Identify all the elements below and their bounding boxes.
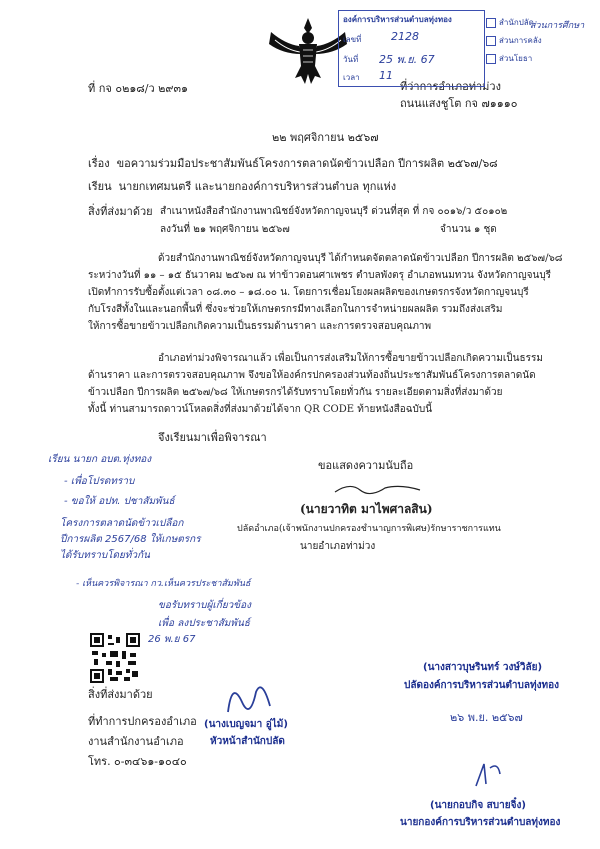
mayor-name: (นายกอบกิจ สบายจิ๋ง): [430, 800, 526, 811]
paragraph-2: [88, 350, 543, 418]
document-date: ๒๒ พฤศจิกายน ๒๕๖๗: [272, 131, 379, 144]
paragraph-1: [88, 250, 563, 335]
paragraph-1-line: ระหว่างวันที่ ๑๑ – ๑๕ ธันวาคม ๒๕๖๗ ณ ท่าข้าวดอนศาเพชร ตำบลพังตรุ อำเภอพนมทวน จังหวัดกาญจนบุรี: [88, 270, 552, 281]
footer-office: ที่ทำการปกครองอำเภอ: [88, 715, 197, 728]
receive-stamp-org: องค์การบริหารส่วนตำบลทุ่งทอง: [343, 15, 452, 24]
issuer-address: ถนนแสงชูโต กจ ๗๑๑๑๐: [400, 97, 518, 110]
paragraph-2-line: ด้านราคา และการตรวจสอบคุณภาพ จึงขอให้องค์กรปกครองส่วนท้องถิ่นประชาสัมพันธ์โครงการตลาดนัด: [88, 370, 536, 381]
deputy-name: (นางสาวบุษรินทร์ วงษ์วิลัย): [423, 662, 543, 673]
note-line: ได้รับทราบโดยทั่วกัน: [60, 550, 150, 561]
note-line: ปีการผลิต 2567/68 ให้เกษตรกร: [60, 534, 201, 545]
chief-signature: [220, 672, 280, 722]
subject: [88, 157, 498, 171]
paragraph-1-line: ให้การซื้อขายข้าวเปลือกเกิดความเป็นธรรมด้านราคา และการตรวจสอบคุณภาพ: [88, 321, 432, 332]
recipient: [88, 180, 396, 194]
issuer-office: ที่ว่าการอำเภอท่าม่วง: [400, 80, 501, 93]
note-line: โครงการตลาดนัดข้าวเปลือก: [60, 518, 184, 529]
mayor-position: นายกองค์การบริหารส่วนตำบลทุ่งทอง: [400, 817, 561, 828]
checkbox-icon: [486, 36, 496, 46]
checkbox-icon: [486, 18, 496, 28]
deputy-position: ปลัดองค์การบริหารส่วนตำบลทุ่งทอง: [404, 680, 559, 691]
attachment-count: จำนวน ๑ ชุด: [440, 224, 497, 235]
chief-name: (นางเบญจมา อู่ไม้): [204, 719, 288, 730]
receive-number-label: เลขที่: [343, 35, 362, 44]
note-line: เพื่อ ลงประชาสัมพันธ์: [158, 618, 250, 629]
chief-position: หัวหน้าสำนักปลัด: [210, 736, 285, 747]
note-line: 26 พ.ย 67: [148, 634, 196, 645]
receive-time-label: เวลา: [343, 73, 360, 82]
attachment-line-1: สำเนาหนังสือสำนักงานพาณิชย์จังหวัดกาญจนบุรี ด่วนที่สุด ที่ กจ ๐๐๑๖/ว ๕๐๑๐๒: [160, 206, 508, 217]
mayor-signature: [470, 758, 510, 790]
signature-scribble: [330, 478, 430, 498]
respect-line: ขอแสดงความนับถือ: [318, 459, 414, 472]
paragraph-2-line: อำเภอท่าม่วงพิจารณาแล้ว เพื่อเป็นการส่งเสริมให้การซื้อขายข้าวเปลือกเกิดความเป็นธรรม: [158, 353, 543, 364]
receive-date-value: 25 พ.ย. 67: [379, 53, 435, 66]
paragraph-2-line: ข้าวเปลือก ปีการผลิต ๒๕๖๗/๖๘ ให้เกษตรกรได้รับทราบโดยทั่วกัน รายละเอียดตามสิ่งที่ส่งมาด้วย: [88, 387, 503, 398]
paragraph-1-line: กับโรงสีทั้งในและนอกพื้นที่ ซึ่งจะช่วยให้เกษตรกรมีทางเลือกในการจำหน่ายผลผลิต รวมถึงส่งเสริม: [88, 304, 503, 315]
attachment-label: สิ่งที่ส่งมาด้วย: [88, 205, 153, 218]
routing-option-1: สำนักปลัด: [486, 14, 542, 32]
footer-tel: โทร. ๐-๓๔๖๑-๑๐๔๐: [88, 755, 187, 768]
receive-date-label: วันที่: [343, 55, 359, 64]
routing-handwritten-note: ส่วนการศึกษา: [530, 21, 585, 31]
recipient-text: นายกเทศมนตรี และนายกองค์การบริหารส่วนตำบล ทุกแห่ง: [118, 180, 397, 193]
signer-position-1: ปลัดอำเภอ(เจ้าพนักงานปกครองชำนาญการพิเศษ)รักษาราชการแทน: [237, 524, 501, 534]
qr-code[interactable]: [90, 633, 140, 683]
attachment-line-2: ลงวันที่ ๒๑ พฤศจิกายน ๒๕๖๗: [160, 224, 290, 235]
paragraph-1-line: ด้วยสำนักงานพาณิชย์จังหวัดกาญจนบุรี ได้กำหนดจัดตลาดนัดข้าวเปลือก ปีการผลิต ๒๕๖๗/๖๘: [158, 253, 563, 264]
subject-text: ขอความร่วมมือประชาสัมพันธ์โครงการตลาดนัดข้าวเปลือก ปีการผลิต ๒๕๖๗/๖๘: [116, 157, 498, 170]
paragraph-2-line: ทั้งนี้ ท่านสามารถดาวน์โหลดสิ่งที่ส่งมาด้วยได้จาก QR CODE ท้ายหนังสือฉบับนี้: [88, 404, 433, 415]
deputy-date: ๒๖ พ.ย. ๒๕๖๗: [450, 711, 523, 724]
checkbox-icon: [486, 54, 496, 64]
footer-attachment-label: สิ่งที่ส่งมาด้วย: [88, 688, 153, 701]
routing-option-2: ส่วนการคลัง: [486, 32, 542, 50]
footer-dept: งานสำนักงานอำเภอ: [88, 735, 184, 748]
subject-label: เรื่อง: [88, 157, 110, 170]
receive-number-value: 2128: [391, 30, 419, 43]
signer-name: (นายวาทิต มาไพศาลสิน): [300, 502, 433, 516]
paragraph-1-line: เปิดทำการรับซื้อตั้งแต่เวลา ๐๘.๓๐ – ๑๘.๐๐ น. โดยการเชื่อมโยงผลผลิตของเกษตรกรจังหวัดกาญจนบุรี: [88, 287, 529, 298]
receive-time-value: 11: [379, 69, 393, 82]
note-line: - เห็นควรพิจารณา กว.เห็นควรประชาสัมพันธ์: [76, 579, 251, 589]
signer-position-2: นายอำเภอท่าม่วง: [300, 541, 376, 552]
document-number: ที่ กจ ๐๒๑๘/ว ๒๙๓๑: [88, 82, 188, 95]
note-line: - ขอให้ อปท. ปชาสัมพันธ์: [64, 496, 175, 507]
receive-stamp: [338, 10, 485, 87]
routing-option-3: ส่วนโยธา: [486, 50, 542, 68]
note-line: ขอรับทราบผู้เกี่ยวข้อง: [158, 600, 252, 611]
note-line: เรียน นายก อบต.ทุ่งทอง: [48, 454, 152, 465]
recipient-label: เรียน: [88, 180, 112, 193]
note-line: - เพื่อโปรดทราบ: [64, 476, 135, 487]
closing-line: จึงเรียนมาเพื่อพิจารณา: [158, 431, 267, 444]
